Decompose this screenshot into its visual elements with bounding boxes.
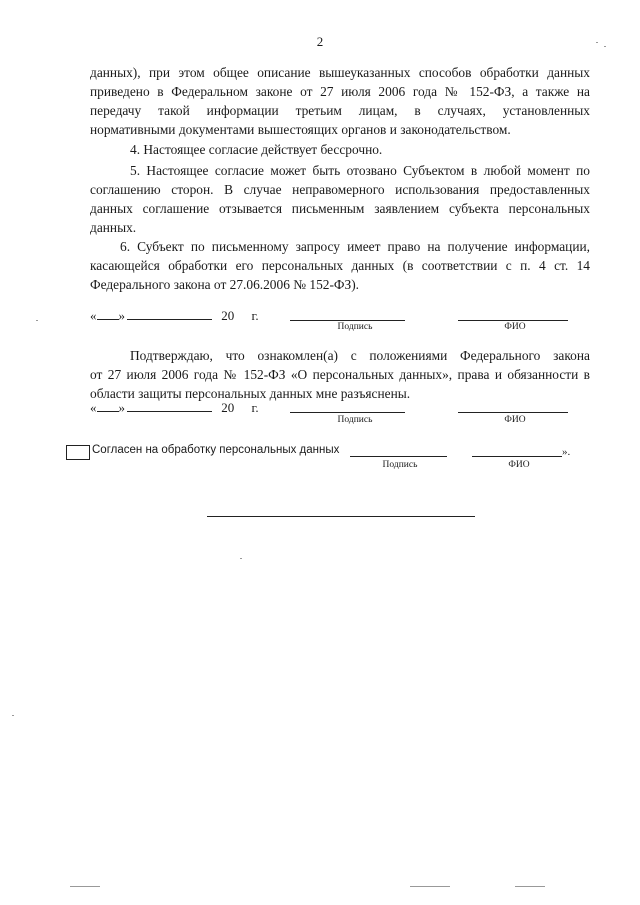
confirmation-line: от 27 июля 2006 года № 152-ФЗ «О персональных данных», права и обязанности в (90, 367, 590, 382)
name-caption: ФИО (504, 415, 526, 425)
item-6-line: 6. Субъект по письменному запросу имеет право на получение информации, (120, 239, 590, 254)
year-prefix: 20 (221, 400, 235, 415)
consent-label: Согласен на обработку персональных данных (92, 444, 340, 456)
date-close-quote: » (118, 308, 125, 323)
confirmation-line: области защиты персональных данных мне разъяснены. (90, 386, 411, 401)
day-blank (97, 307, 119, 320)
scan-speck (410, 886, 450, 887)
page-number: 2 (316, 34, 324, 49)
item-5-line: данных соглашение отзывается письменным заявлением субъекта персональных (90, 201, 590, 216)
paragraph-line: передачу такой информации третьим лицам, в случаях, установленных (90, 103, 590, 118)
signature-caption: Подпись (337, 322, 373, 332)
name-line[interactable] (458, 320, 568, 321)
scan-speck (70, 886, 100, 887)
paragraph-line: приведено в Федеральном законе от 27 июля 2006 года № 152-ФЗ, а также на (90, 84, 590, 99)
day-blank (97, 399, 119, 412)
date-field[interactable] (90, 307, 259, 324)
item-5-line: соглашению сторон. В случае неправомерного использования предоставленных (90, 182, 590, 197)
signature-caption: Подпись (337, 415, 373, 425)
item-5-line: 5. Настоящее согласие может быть отозвано Субъектом в любой момент по (130, 163, 590, 178)
consent-signature-caption: Подпись (382, 460, 418, 470)
month-blank (127, 399, 212, 412)
scan-speck (240, 558, 242, 559)
consent-name-line[interactable] (472, 456, 562, 457)
year-suffix: г. (251, 400, 259, 415)
confirmation-line: Подтверждаю, что ознакомлен(а) с положениями Федерального закона (130, 348, 590, 363)
consent-signature-line[interactable] (350, 456, 447, 457)
item-4-text: 4. Настоящее согласие действует бессрочно. (130, 142, 383, 157)
scan-speck (515, 886, 545, 887)
scan-speck (596, 42, 598, 43)
date-open-quote: « (90, 400, 97, 415)
consent-name-caption: ФИО (508, 460, 530, 470)
month-blank (127, 307, 212, 320)
scan-speck (12, 715, 14, 716)
date-close-quote: » (118, 400, 125, 415)
year-prefix: 20 (221, 308, 235, 323)
name-caption: ФИО (504, 322, 526, 332)
item-6-line: касающейся обработки его персональных данных (в соответствии с п. 4 ст. 14 (90, 258, 590, 273)
item-5-line: данных. (90, 220, 137, 235)
year-suffix: г. (251, 308, 259, 323)
paragraph-line: данных), при этом общее описание вышеуказанных способов обработки данных (90, 65, 590, 80)
bottom-rule (207, 516, 475, 517)
item-6-line: Федерального закона от 27.06.2006 № 152-ФЗ). (90, 277, 360, 292)
consent-end-mark: ». (562, 446, 571, 458)
consent-checkbox[interactable] (66, 445, 90, 460)
scan-speck (36, 320, 38, 321)
scan-speck (604, 46, 606, 47)
name-line[interactable] (458, 412, 568, 413)
signature-line[interactable] (290, 320, 405, 321)
date-open-quote: « (90, 308, 97, 323)
date-field[interactable] (90, 399, 259, 416)
signature-line[interactable] (290, 412, 405, 413)
paragraph-line: нормативными документами вышестоящих органов и законодательством. (90, 122, 511, 137)
